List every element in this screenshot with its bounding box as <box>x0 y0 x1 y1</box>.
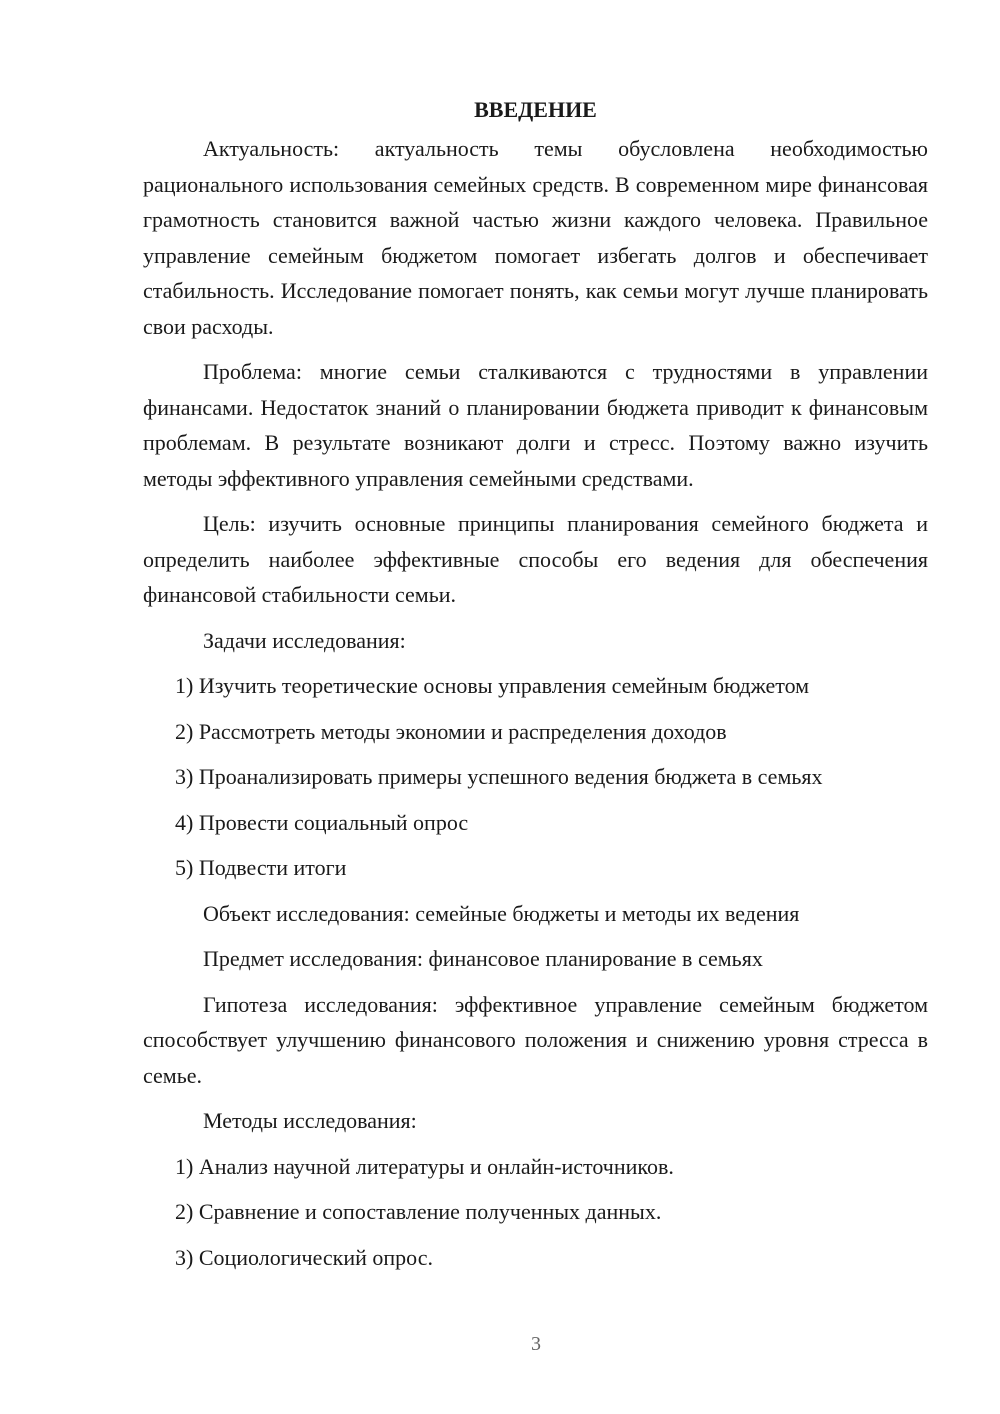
page-title: ВВЕДЕНИЕ <box>474 97 597 122</box>
subject-line: Предмет исследования: финансовое планирование в семьях <box>203 946 763 971</box>
object-line: Объект исследования: семейные бюджеты и методы их ведения <box>203 900 800 926</box>
method-item: 3) Социологический опрос. <box>175 1244 433 1270</box>
task-item: 1) Изучить теоретические основы управления семейным бюджетом <box>175 673 810 698</box>
goal-paragraph: Цель: изучить основные принципы планирования семейного бюджета и определить наиболее эффективные способы его ведения для обеспечения финансовой стабильности семьи. <box>143 511 928 607</box>
method-item: 1) Анализ научной литературы и онлайн-источников. <box>175 1153 674 1179</box>
page-number: 3 <box>531 1333 541 1355</box>
task-item: 3) Проанализировать примеры успешного ведения бюджета в семьях <box>175 764 823 789</box>
methods-heading: Методы исследования: <box>203 1108 417 1133</box>
task-item: 4) Провести социальный опрос <box>175 809 469 835</box>
problem-paragraph: Проблема: многие семьи сталкиваются с трудностями в управлении финансами. Недостаток знаний о планировании бюджета приводит к финансовым проблемам. В результате возникают долги и стресс. Поэтому важно изучить методы эффективного управления семейными средствами. <box>143 359 928 491</box>
document-page <box>143 95 928 1285</box>
relevance-paragraph: Актуальность: актуальность темы обусловлена необходимостью рационального использования семейных средств. В современном мире финансовая грамотность становится важной частью жизни каждого человека. Правильное управление семейным бюджетом помогает избегать долгов и обеспечивает стабильность. Исследование помогает понять, как семьи могут лучше планировать свои расходы. <box>143 136 928 339</box>
method-item: 2) Сравнение и сопоставление полученных данных. <box>175 1199 662 1224</box>
task-item: 5) Подвести итоги <box>175 855 347 880</box>
tasks-heading: Задачи исследования: <box>203 627 406 653</box>
hypothesis-paragraph: Гипотеза исследования: эффективное управление семейным бюджетом способствует улучшению финансового положения и снижению уровня стресса в семье. <box>143 991 928 1088</box>
task-item: 2) Рассмотреть методы экономии и распределения доходов <box>175 718 727 744</box>
